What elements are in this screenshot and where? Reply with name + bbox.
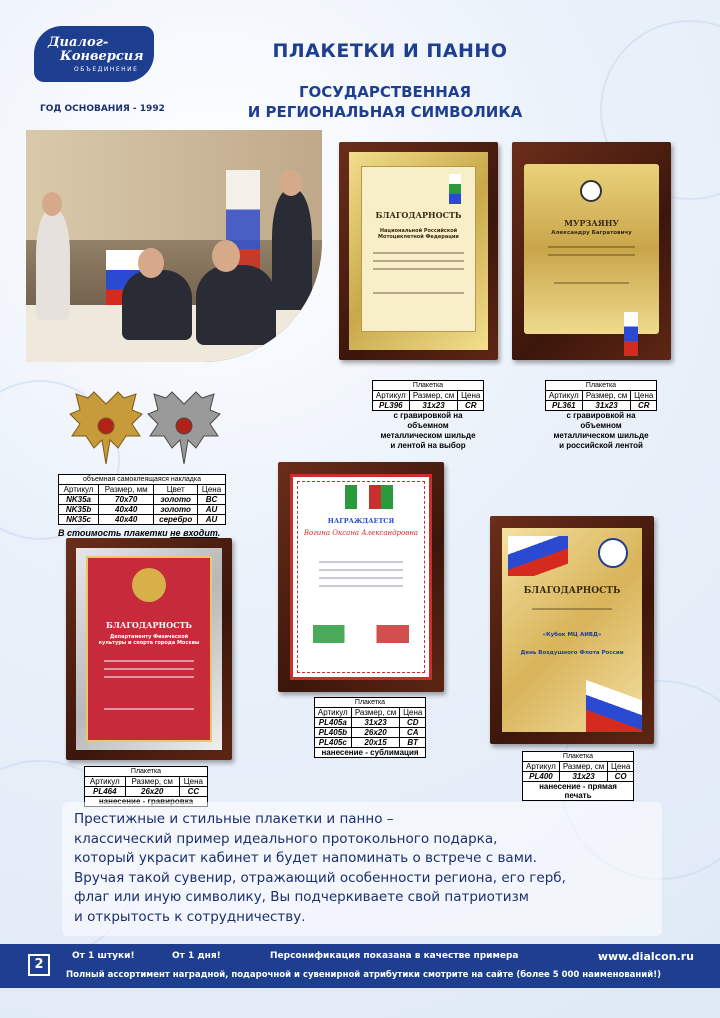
table-row: NK35c 40x40 серебро AU: [59, 515, 226, 525]
plaque-pl464[interactable]: [66, 538, 232, 760]
spec-pl396: [372, 380, 484, 451]
emblem-price-note: В стоимость плакетки не входит.: [58, 528, 221, 538]
logo-name: [48, 36, 144, 64]
header-article: Артикул: [546, 391, 583, 401]
footer-bar: [0, 944, 720, 988]
spec-caption: Плакетка: [84, 766, 208, 776]
spec-note: нанесение - прямая печать: [523, 782, 634, 801]
spec-emblem: [58, 474, 226, 538]
footer-from-one-piece: От 1 штуки!: [72, 951, 135, 961]
spec-caption: Плакетка: [522, 751, 634, 761]
table-row: PL396 31x23 CR: [373, 401, 484, 411]
spec-caption: объемная самоклеящаяся накладка: [58, 474, 226, 484]
spec-caption: Плакетка: [372, 380, 484, 390]
table-row: PL405b 26x20 CA: [315, 728, 426, 738]
table-row: [315, 748, 426, 758]
plaque-pl361[interactable]: [512, 142, 671, 360]
website-link[interactable]: www.dialcon.ru: [597, 950, 694, 963]
plaque-name: Вогина Оксана Александровна: [303, 529, 419, 537]
spec-table: [372, 390, 484, 411]
plaque-org: Департаменту Физической культуры и спорта города Москвы: [98, 634, 200, 646]
intro-line: Престижные и стильные плакетки и панно –: [74, 811, 394, 827]
plaque-title: БЛАГОДАРНОСТЬ: [523, 586, 621, 596]
ribbon-icon: [449, 174, 461, 204]
plaque-day: День Воздушного Флота России: [520, 650, 624, 656]
header-price: Цена: [458, 391, 484, 401]
table-row: NK35b 40x40 золото AU: [59, 505, 226, 515]
page-number: 2: [28, 954, 50, 976]
plaque-pl396[interactable]: [339, 142, 498, 360]
header-size: Размер, см: [409, 391, 458, 401]
spec-note: с гравировкой на объемном металлическом шильде и лентой на выбор: [380, 411, 476, 450]
intro-line: Вручая такой сувенир, отражающий особенности региона, его герб,: [74, 869, 566, 886]
subtitle-line1: ГОСУДАРСТВЕННАЯ: [298, 83, 472, 101]
subtitle-line2: И РЕГИОНАЛЬНАЯ СИМВОЛИКА: [247, 103, 523, 121]
spec-pl464: [84, 766, 208, 807]
emblem-icon: [580, 180, 602, 202]
intro-line: и открытость к сотрудничеству.: [74, 908, 306, 925]
table-row: PL361 31x23 CR: [546, 401, 657, 411]
logo-badge: [34, 26, 154, 82]
footer-personalization: Персонификация показана в качестве примера: [270, 951, 519, 961]
spec-pl400: [522, 751, 634, 801]
logo-name-line2: Конверсия: [60, 49, 144, 64]
intro-text-block: [62, 802, 662, 936]
plaque-pl405[interactable]: [278, 462, 444, 692]
intro-line: классический пример идеального протокольного подарка,: [74, 830, 498, 847]
plaque-pl400[interactable]: [490, 516, 654, 744]
double-headed-eagle-icon: [66, 384, 226, 470]
header-price: Цена: [631, 391, 657, 401]
ribbon-icon: [624, 312, 638, 356]
table-row: PL400 31x23 CO: [523, 772, 634, 782]
page-subtitle: [220, 82, 550, 122]
table-row: PL405c 20x15 BT: [315, 738, 426, 748]
flag-icon: [586, 678, 642, 732]
emblem-icon: [598, 538, 628, 568]
footer-from-one-day: От 1 дня!: [172, 951, 221, 961]
spec-note: нанесение - сублимация: [315, 748, 426, 758]
coat-of-arms-icon: [132, 568, 166, 602]
plaque-name: Александру Багратовичу: [551, 230, 632, 236]
spec-pl361: [545, 380, 657, 451]
flag-icon: [313, 625, 409, 643]
signing-ceremony-photo: [26, 130, 322, 362]
logo-subtitle: ОБЪЕДИНЕНИЕ: [74, 66, 139, 73]
plaque-title: БЛАГОДАРНОСТЬ: [375, 210, 462, 220]
company-logo[interactable]: [34, 26, 154, 98]
page-title: ПЛАКЕТКИ И ПАННО: [272, 40, 508, 62]
flag-icon: [508, 536, 568, 576]
spec-caption: Плакетка: [545, 380, 657, 390]
table-row: PL405a 31x23 CD: [315, 718, 426, 728]
spec-table: Артикул Размер, см Цена PL405a 31x23 CD PL405b 26x20 CA PL405c 20x15 BT нанесение - сублимация: [314, 707, 426, 758]
table-row: PL464 26x20 CC: [85, 787, 208, 797]
plaque-title: БЛАГОДАРНОСТЬ: [105, 620, 192, 630]
plaque-title: НАГРАЖДАЕТСЯ: [327, 517, 395, 525]
logo-name-line1: Диалог-: [48, 35, 109, 50]
header-article: Артикул: [373, 391, 410, 401]
flag-icon: [333, 485, 393, 509]
spec-table: Артикул Размер, см Цена PL464 26x20 CC: [84, 776, 208, 807]
header-size: Размер, см: [582, 391, 631, 401]
spec-table: [545, 390, 657, 411]
plaque-event: «Кубок МЦ АИВД»: [542, 632, 602, 638]
founded-year: ГОД ОСНОВАНИЯ - 1992: [40, 104, 165, 114]
spec-table: Артикул Размер, мм Цвет Цена NK35a 70x70 золото BC NK35b 40x40 золото AU NK35c 40x40 серебро AU: [58, 484, 226, 525]
intro-line: флаг или иную символику, Вы подчеркиваете свой патриотизм: [74, 889, 529, 905]
spec-pl405: [314, 697, 426, 758]
spec-table: Артикул Размер, см Цена PL400 31x23 CO нанесение - прямая печать: [522, 761, 634, 801]
spec-note: с гравировкой на объемном металлическом шильде и российской лентой: [553, 411, 649, 450]
footer-assortment-note: Полный ассортимент наградной, подарочной и сувенирной атрибутики смотрите на сайте (более 5 000 наименований!): [66, 970, 661, 980]
plaque-org: Национальной Российской Мотоциклетной Федерации: [378, 228, 459, 240]
table-row: NK35a 70x70 золото BC: [59, 495, 226, 505]
intro-line: который украсит кабинет и будет напоминать о встрече с вами.: [74, 850, 537, 866]
plaque-title: МУРЗАЯНУ: [564, 218, 619, 228]
spec-caption: Плакетка: [314, 697, 426, 707]
table-row: [523, 782, 634, 801]
